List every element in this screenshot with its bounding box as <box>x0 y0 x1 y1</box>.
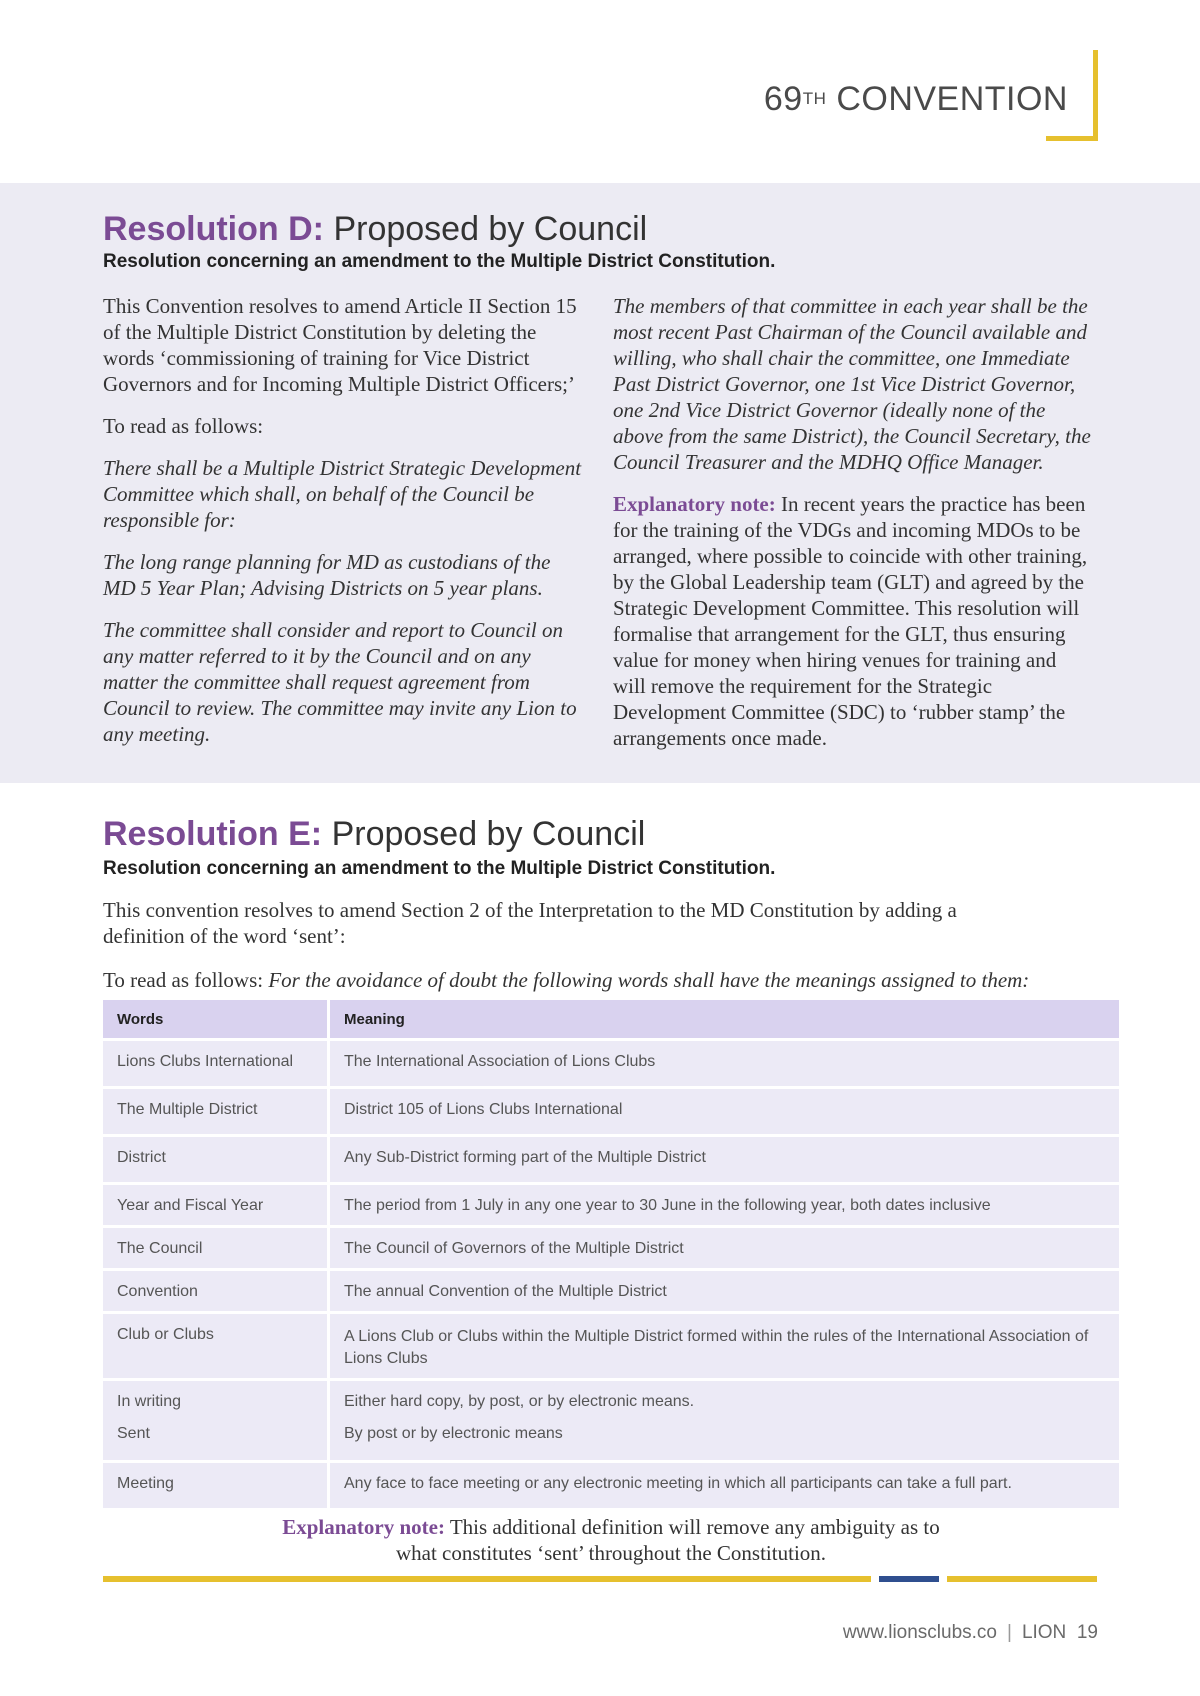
convention-title <box>764 80 1068 119</box>
resolution-e-label: Resolution E: <box>103 815 323 853</box>
row-word: Year and Fiscal Year <box>103 1185 330 1228</box>
convention-word: CONVENTION <box>836 80 1068 118</box>
resolution-d-para-3: The committee shall consider and report to Council on any matter referred to it by the Council and on any matter the committee shall request agreement from Council to review. The committee may invite any Lion to any meeting. <box>103 618 577 746</box>
table-row <box>103 1228 1119 1271</box>
row-word: Lions Clubs International <box>103 1041 330 1089</box>
resolution-e-intro: This convention resolves to amend Section 2 of the Interpretation to the MD Constitution by adding a definition of the word ‘sent’: <box>103 898 957 948</box>
row-word: Club or Clubs <box>103 1314 330 1381</box>
resolution-e-subtitle: Resolution concerning an amendment to the Multiple District Constitution. <box>103 858 776 879</box>
table-row <box>103 1271 1119 1314</box>
footer-website: www.lionsclubs.co <box>842 1622 997 1643</box>
resolution-d-label: Resolution D: <box>103 210 324 248</box>
resolution-d-para-2: The long range planning for MD as custodians of the MD 5 Year Plan; Advising Districts on 5 year plans. <box>103 550 551 600</box>
row-meaning: Any Sub-District forming part of the Multiple District <box>330 1137 1119 1185</box>
resolution-e-to-read <box>103 967 1119 993</box>
resolution-d-members: The members of that committee in each year shall be the most recent Past Chairman of the Council available and willing, who shall chair the committee, one Immediate Past District Governor, one 1st Vice District Governor, one 2nd Vice District Governor (ideally none of the above from the same District), the Council Secretary, the Council Treasurer and the MDHQ Office Manager. <box>613 294 1091 474</box>
to-read-label: To read as follows: <box>103 968 269 992</box>
table-row <box>103 1314 1119 1381</box>
table-row <box>103 1089 1119 1137</box>
row-meaning: The annual Convention of the Multiple District <box>330 1271 1119 1314</box>
note-text: In recent years the practice has been for the training of the VDGs and incoming MDOs to be arranged, where possible to coincide with other training, by the Global Leadership team (GLT) and agreed by the Strategic Development Committee. This resolution will formalise that arrangement for the GLT, thus ensuring value for money when hiring venues for training and will remove the requirement for the Strategic Development Committee (SDC) to ‘rubber stamp’ the arrangements once made. <box>613 492 1088 750</box>
row-word: Convention <box>103 1271 330 1314</box>
page-footer <box>843 1622 1098 1644</box>
note-text-line-1: This additional definition will remove any ambiguity as to <box>444 1515 940 1539</box>
row-meaning: The Council of Governors of the Multiple District <box>330 1228 1119 1271</box>
header-bracket-horizontal <box>1046 136 1098 141</box>
page-number: 19 <box>1076 1622 1098 1643</box>
definitions-table <box>103 1000 1119 1511</box>
table-row <box>103 1041 1119 1089</box>
resolution-e-explanatory-note <box>103 1514 1119 1566</box>
row-word: The Council <box>103 1228 330 1271</box>
header-bracket-vertical <box>1093 50 1098 141</box>
resolution-d-to-read: To read as follows: <box>103 414 264 438</box>
resolution-d-para-1: There shall be a Multiple District Strategic Development Committee which shall, on behalf of the Council be responsible for: <box>103 456 582 532</box>
to-read-italic: For the avoidance of doubt the following words shall have the meanings assigned to them: <box>268 968 1030 992</box>
table-header-row <box>103 1000 1119 1041</box>
row-meaning: Any face to face meeting or any electronic meeting in which all participants can take a full part. <box>330 1463 1119 1511</box>
row-meaning: Either hard copy, by post, or by electronic means. <box>344 1393 695 1410</box>
footer-rule-yellow-left <box>103 1576 871 1582</box>
note-text-line-2: what constitutes ‘sent’ throughout the Constitution. <box>395 1541 827 1565</box>
resolution-e-proposer: Proposed by Council <box>331 815 646 853</box>
row-meaning: District 105 of Lions Clubs International <box>330 1089 1119 1137</box>
footer-separator: | <box>1007 1622 1012 1643</box>
note-label: Explanatory note: <box>282 1515 445 1539</box>
row-meaning: A Lions Club or Clubs within the Multiple District formed within the rules of the International Association of Lions Clubs <box>330 1314 1119 1381</box>
resolution-d-explanatory-note <box>613 491 1091 751</box>
row-meaning: The International Association of Lions Clubs <box>330 1041 1119 1089</box>
note-label: Explanatory note: <box>613 492 776 516</box>
resolution-d-intro: This Convention resolves to amend Article II Section 15 of the Multiple District Constitution by deleting the words ‘commissioning of training for Vice District Governors and for Incoming Multiple District Officers;’ <box>103 294 577 396</box>
row-meaning-pair <box>330 1381 1119 1463</box>
header-words: Words <box>103 1000 330 1041</box>
convention-number: 69 <box>763 80 803 118</box>
page-header <box>0 0 1200 183</box>
resolution-d-heading <box>103 210 647 249</box>
row-meaning: The period from 1 July in any one year to 30 June in the following year, both dates inclusive <box>330 1185 1119 1228</box>
footer-rule-yellow-right <box>947 1576 1097 1582</box>
row-word: Meeting <box>103 1463 330 1511</box>
table-row <box>103 1463 1119 1511</box>
row-meaning: By post or by electronic means <box>344 1425 563 1442</box>
resolution-d-subtitle: Resolution concerning an amendment to the Multiple District Constitution. <box>103 251 776 272</box>
resolution-e-heading <box>103 815 645 854</box>
row-word: Sent <box>117 1425 150 1442</box>
row-word: In writing <box>117 1393 182 1410</box>
resolution-d-right-column <box>613 293 1091 767</box>
row-word: District <box>103 1137 330 1185</box>
row-word-pair <box>103 1381 330 1463</box>
footer-rule-blue <box>879 1576 939 1582</box>
resolution-d-left-column <box>103 293 583 763</box>
resolution-d-proposer: Proposed by Council <box>333 210 648 248</box>
table-row <box>103 1381 1119 1463</box>
footer-magazine: LION <box>1021 1622 1067 1643</box>
row-word: The Multiple District <box>103 1089 330 1137</box>
header-meaning: Meaning <box>330 1000 1119 1041</box>
table-row <box>103 1137 1119 1185</box>
convention-suffix: TH <box>802 89 827 108</box>
table-row <box>103 1185 1119 1228</box>
